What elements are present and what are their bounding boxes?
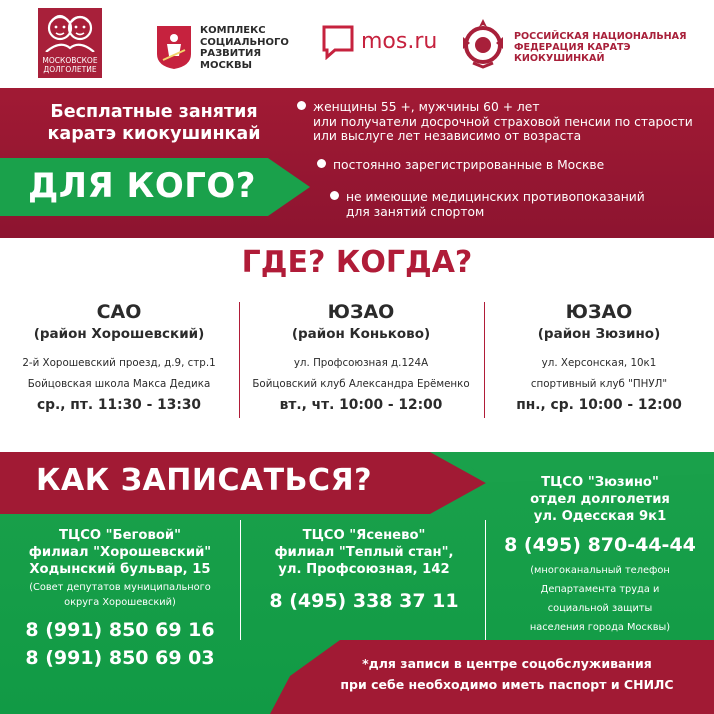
address: ул. Херсонская, 10к1 — [541, 357, 657, 369]
registration-footnote: *для записи в центре соцобслуживания при себе необходимо иметь паспорт и СНИЛС — [340, 656, 674, 692]
address: ул. Профсоюзная д.124А — [293, 357, 429, 369]
district-name: САО — [96, 301, 142, 323]
moscow-longevity-label: МОСКОВСКОЕ ДОЛГОЛЕТИЕ — [42, 56, 98, 74]
mos-ru-label: mos.ru — [361, 29, 438, 54]
center-name: ТЦСО "Зюзино" отдел долголетия ул. Одесская 9к1 — [530, 475, 670, 524]
mos-ru-speech-bubble-icon — [321, 24, 355, 60]
class-time: пн., ср. 10:00 - 12:00 — [516, 397, 682, 413]
registration-title: КАК ЗАПИСАТЬСЯ? — [36, 463, 373, 498]
criterion-age: женщины 55 +, мужчины 60 + лет или получатели досрочной страховой пенсии по старости или выслуге лет независимо от возраста — [297, 100, 693, 144]
bullet-icon — [330, 191, 339, 200]
phone-number: 8 (991) 850 69 16 — [25, 619, 215, 641]
location-uzao-konkovo — [238, 300, 484, 415]
phone-number: 8 (495) 870-44-44 — [504, 534, 696, 556]
center-note: (Совет депутатов муниципального округа Хорошевский) — [29, 582, 211, 608]
center-zyuzino — [486, 474, 714, 637]
column-divider — [240, 520, 241, 640]
elderly-couple-icon — [38, 8, 102, 52]
district-name: ЮЗАО — [565, 301, 633, 323]
criterion-registration: постоянно зарегистрированные в Москве — [317, 158, 604, 173]
center-note: (многоканальный телефон Департамента труда и социальной защиты населения города Москвы) — [529, 565, 671, 633]
where-when-title: ГДЕ? КОГДА? — [241, 245, 473, 280]
hero-title: Бесплатные занятия каратэ киокушинкай — [47, 102, 261, 144]
kyokushin-emblem-icon — [458, 17, 508, 69]
area-name: (район Коньково) — [291, 326, 431, 342]
address: 2-й Хорошевский проезд, д.9, стр.1 — [22, 357, 216, 369]
phone-number: 8 (991) 850 69 03 — [25, 647, 215, 669]
center-yasenevo — [244, 527, 484, 614]
karate-federation-label: РОССИЙСКАЯ НАЦИОНАЛЬНАЯ ФЕДЕРАЦИЯ КАРАТЭ КИОКУШИНКАЙ — [514, 31, 687, 64]
bullet-icon — [317, 159, 326, 168]
class-time: вт., чт. 10:00 - 12:00 — [279, 397, 443, 413]
location-sao — [0, 300, 238, 415]
center-name: ТЦСО "Беговой" филиал "Хорошевский" Ходынский бульвар, 15 — [28, 528, 212, 577]
moscow-coat-of-arms-icon — [155, 24, 193, 70]
district-name: ЮЗАО — [327, 301, 395, 323]
bullet-icon — [297, 101, 306, 110]
moscow-longevity-logo — [38, 8, 102, 78]
class-time: ср., пт. 11:30 - 13:30 — [36, 397, 202, 413]
location-uzao-zyuzino — [484, 300, 714, 415]
area-name: (район Зюзино) — [537, 326, 661, 342]
club-name: Бойцовская школа Макса Дедика — [27, 378, 211, 390]
club-name: Бойцовский клуб Александра Ерёменко — [252, 378, 470, 390]
area-name: (район Хорошевский) — [33, 326, 205, 342]
phone-number: 8 (495) 338 37 11 — [269, 590, 459, 612]
criterion-health: не имеющие медицинских противопоказаний для занятий спортом — [330, 190, 645, 219]
club-name: спортивный клуб "ПНУЛ" — [530, 378, 668, 390]
for-whom-heading: ДЛЯ КОГО? — [28, 166, 257, 206]
center-name: ТЦСО "Ясенево" филиал "Теплый стан", ул. Профсоюзная, 142 — [274, 528, 454, 577]
social-complex-label: КОМПЛЕКС СОЦИАЛЬНОГО РАЗВИТИЯ МОСКВЫ — [200, 25, 289, 71]
